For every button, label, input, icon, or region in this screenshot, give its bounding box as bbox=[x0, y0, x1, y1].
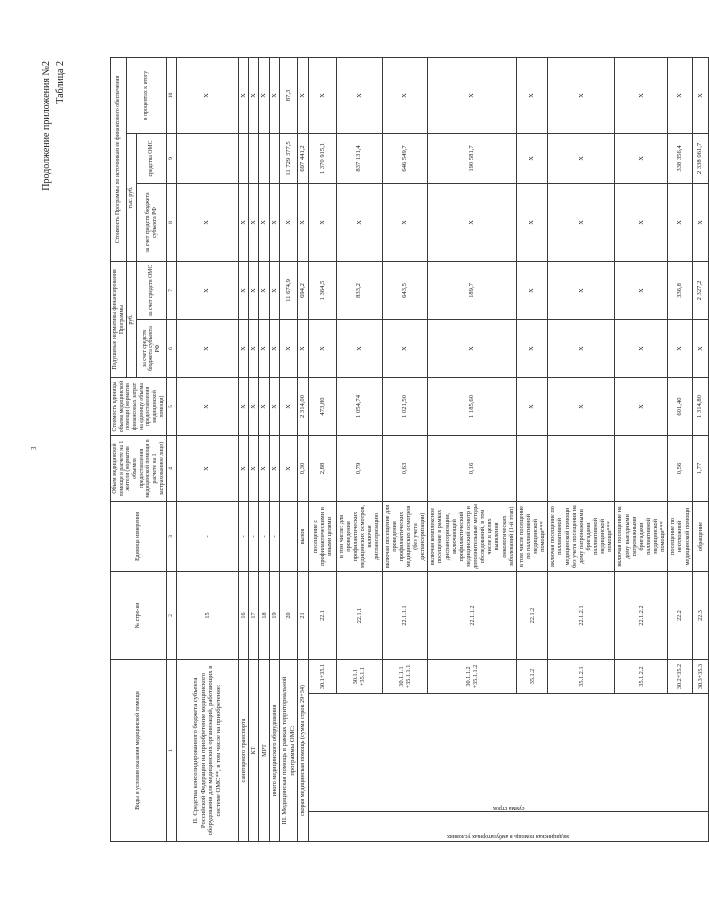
table-number: Таблица 2 bbox=[54, 61, 66, 104]
row-name: санитарного транспорта bbox=[238, 660, 248, 842]
row-line-no: 18 bbox=[259, 572, 269, 660]
row-cost-oms: Х bbox=[615, 133, 668, 183]
row-name: КТ bbox=[249, 660, 259, 842]
header-unit-cost: Стоимость единицы объема медицинской помощи (норматив финансовых затрат на единицу объема предоставления медицинской помощи) bbox=[111, 378, 167, 436]
row-cost-oms bbox=[269, 133, 279, 183]
row-percent: Х bbox=[298, 58, 309, 134]
row-cost-oms: 1 370 915,1 bbox=[308, 133, 336, 183]
row-volume: Х bbox=[249, 436, 259, 502]
row-unit-cost: Х bbox=[238, 378, 248, 436]
row-cost-oms: 837 131,4 bbox=[336, 133, 382, 183]
header-percent: в процентах к итогу bbox=[127, 58, 167, 134]
row-unit: в том числе посещение по паллиативной медицинской помощи*** bbox=[516, 502, 548, 572]
row-cost-budget: Х bbox=[238, 183, 248, 261]
row-cost-oms: 11 729 377,5 bbox=[280, 133, 298, 183]
table-row bbox=[308, 58, 336, 842]
row-percent: Х bbox=[269, 58, 279, 134]
program-cost-table bbox=[110, 57, 709, 842]
row-percent: Х bbox=[548, 58, 615, 134]
column-index: 9 bbox=[167, 133, 176, 183]
table-row bbox=[280, 58, 298, 842]
row-name: МРТ bbox=[259, 660, 269, 842]
row-cost-oms bbox=[259, 133, 269, 183]
row-cost-budget: Х bbox=[298, 183, 309, 261]
row-unit-cost: 1 185,60 bbox=[428, 378, 517, 436]
row-unit: включая посещение для проведения профилактических медицинских осмотров (без учета диспансеризации) bbox=[382, 502, 428, 572]
row-norm-oms: Х bbox=[176, 261, 238, 319]
row-norm-oms: 11 674,9 bbox=[280, 261, 298, 319]
row-unit-cost: Х bbox=[516, 378, 548, 436]
row-norm-budget: Х bbox=[259, 320, 269, 378]
page-number: 3 bbox=[30, 446, 38, 450]
row-line-no: 17 bbox=[249, 572, 259, 660]
row-unit-cost: Х bbox=[249, 378, 259, 436]
row-cost-oms: 646 549,7 bbox=[382, 133, 428, 183]
row-line-no: 22.1.1 bbox=[336, 572, 382, 660]
header-cost-budget: за счет средств бюджета субъекта РФ bbox=[137, 183, 167, 261]
header-per-capita bbox=[111, 261, 127, 377]
header-program-cost-title: Стоимость Программы по источникам ее финансового обеспечения bbox=[115, 75, 122, 244]
row-percent: Х bbox=[259, 58, 269, 134]
row-percent: Х bbox=[249, 58, 259, 134]
row-percent: 87,3 bbox=[280, 58, 298, 134]
row-line-no: 15 bbox=[176, 572, 238, 660]
row-cost-oms: Х bbox=[548, 133, 615, 183]
row-unit-cost: 1 054,74 bbox=[336, 378, 382, 436]
row-code: 35.1.2 bbox=[516, 660, 548, 694]
row-percent: Х bbox=[238, 58, 248, 134]
header-norm-oms: за счет средств ОМС bbox=[137, 261, 167, 319]
row-cost-budget: Х bbox=[668, 183, 692, 261]
column-index: 8 bbox=[167, 183, 176, 261]
appendix-continuation: Продолжение приложения №2 bbox=[41, 61, 52, 191]
row-cost-oms: 2 338 061,7 bbox=[692, 133, 708, 183]
row-cost-oms bbox=[176, 133, 238, 183]
row-cost-budget: Х bbox=[516, 183, 548, 261]
row-unit: включая посещение по паллиативной медицинской помощи без учета посещения на дому патронажными бригадами паллиативной медицинской помощи*** bbox=[548, 502, 615, 572]
table-row bbox=[298, 58, 309, 842]
row-norm-oms: Х bbox=[249, 261, 259, 319]
row-cost-oms: Х bbox=[516, 133, 548, 183]
table-row bbox=[249, 58, 259, 842]
row-norm-budget: Х bbox=[280, 320, 298, 378]
row-line-no: 21 bbox=[298, 572, 309, 660]
row-norm-budget: Х bbox=[382, 320, 428, 378]
row-norm-oms: 833,2 bbox=[336, 261, 382, 319]
row-norm-oms: 643,5 bbox=[382, 261, 428, 319]
table-row bbox=[259, 58, 269, 842]
row-volume: Х bbox=[176, 436, 238, 502]
row-code: 35.1.2.1 bbox=[548, 660, 615, 694]
row-line-no: 22.2 bbox=[668, 572, 692, 660]
sum-note-cell bbox=[308, 694, 708, 812]
header-program-cost bbox=[111, 58, 127, 262]
row-norm-budget: Х bbox=[249, 320, 259, 378]
table-row bbox=[269, 58, 279, 842]
table-row bbox=[176, 58, 238, 842]
row-volume: 0,56 bbox=[668, 436, 692, 502]
row-unit bbox=[280, 502, 298, 572]
row-cost-budget: Х bbox=[382, 183, 428, 261]
row-unit-cost: 473,80 bbox=[308, 378, 336, 436]
appendix-caption bbox=[40, 61, 67, 191]
row-line-no: 22.1.2.2 bbox=[615, 572, 668, 660]
column-index-row bbox=[167, 58, 176, 842]
row-norm-budget: Х bbox=[668, 320, 692, 378]
header-program-cost-unit: тыс. руб. bbox=[127, 133, 137, 261]
column-index: 7 bbox=[167, 261, 176, 319]
row-unit: включая посещение на дому выездными патронажными бригадами паллиативной медицинской помощи*** bbox=[615, 502, 668, 572]
row-norm-budget: Х bbox=[615, 320, 668, 378]
rotated-page-content bbox=[41, 57, 704, 842]
row-code: 30.1+35.1 bbox=[308, 660, 336, 694]
row-norm-oms: Х bbox=[548, 261, 615, 319]
header-volume: Объем медицинской помощи в расчете на 1 жителя (норматив объемов предоставления медицинской помощи в расчете на 1 застрахованное лицо) bbox=[111, 436, 167, 502]
row-unit: посещение с профилактическими и иными целями bbox=[308, 502, 336, 572]
row-cost-budget: Х bbox=[428, 183, 517, 261]
row-volume: 1,77 bbox=[692, 436, 708, 502]
row-cost-budget: Х bbox=[269, 183, 279, 261]
row-unit: включая комплексное посещение в рамках диспансеризации, включающей профилактический медицинский осмотр и дополнительные методы обследований, в том числе в целях выявления онкологических заболеваний (1-й этап) bbox=[428, 502, 517, 572]
row-norm-budget: Х bbox=[336, 320, 382, 378]
row-name: II. Средства консолидированного бюджета субъекта Российской Федерации на приобретение медицинского оборудования для медицинских организаций, работающих в системе ОМС**, в том числе на приобретение: bbox=[176, 660, 238, 842]
row-percent: Х bbox=[382, 58, 428, 134]
row-norm-oms: 2 327,2 bbox=[692, 261, 708, 319]
row-norm-budget: Х bbox=[176, 320, 238, 378]
row-norm-oms: Х bbox=[238, 261, 248, 319]
header-kinds: Виды и условия оказания медицинской помощи bbox=[111, 660, 167, 842]
row-name: скорая медицинская помощь (сумма строк 29+34) bbox=[298, 660, 309, 842]
row-volume: Х bbox=[280, 436, 298, 502]
row-cost-budget: Х bbox=[336, 183, 382, 261]
header-per-capita-title: Подушевые нормативы финансирования Программы bbox=[112, 269, 125, 370]
row-code: 30.3+35.3 bbox=[692, 660, 708, 694]
column-index: 6 bbox=[167, 320, 176, 378]
row-unit-cost: 1 314,80 bbox=[692, 378, 708, 436]
row-cost-budget: Х bbox=[615, 183, 668, 261]
row-norm-oms: 694,2 bbox=[298, 261, 309, 319]
row-cost-oms bbox=[238, 133, 248, 183]
row-volume: Х bbox=[269, 436, 279, 502]
row-unit: - bbox=[259, 502, 269, 572]
row-name: III. Медицинская помощь в рамках территориальной программы ОМС: bbox=[280, 660, 298, 842]
row-cost-budget: Х bbox=[308, 183, 336, 261]
row-unit-cost: 601,40 bbox=[668, 378, 692, 436]
row-unit: обращение bbox=[692, 502, 708, 572]
row-line-no: 22.1 bbox=[308, 572, 336, 660]
ambulatory-group-label: медицинская помощь в амбулаторных условиях bbox=[447, 833, 570, 839]
row-unit: - bbox=[176, 502, 238, 572]
row-norm-budget: Х bbox=[269, 320, 279, 378]
row-percent: Х bbox=[516, 58, 548, 134]
row-percent: Х bbox=[176, 58, 238, 134]
row-cost-oms: 338 356,4 bbox=[668, 133, 692, 183]
row-code: 30.2+35.2 bbox=[668, 660, 692, 694]
row-line-no: 22.3 bbox=[692, 572, 708, 660]
column-index: 2 bbox=[167, 572, 176, 660]
row-percent: Х bbox=[668, 58, 692, 134]
row-volume: 0,63 bbox=[382, 436, 428, 502]
row-unit: - bbox=[269, 502, 279, 572]
row-code: 30.1.1.1 +35.1.1.1 bbox=[382, 660, 428, 694]
row-unit-cost: Х bbox=[259, 378, 269, 436]
row-cost-budget: Х bbox=[548, 183, 615, 261]
row-cost-budget: Х bbox=[280, 183, 298, 261]
row-cost-budget: Х bbox=[259, 183, 269, 261]
row-norm-oms: 336,8 bbox=[668, 261, 692, 319]
row-cost-oms: 697 441,2 bbox=[298, 133, 309, 183]
header-per-capita-unit: руб. bbox=[127, 261, 137, 377]
row-line-no: 16 bbox=[238, 572, 248, 660]
column-index: 4 bbox=[167, 436, 176, 502]
row-norm-oms: Х bbox=[259, 261, 269, 319]
row-code: 30.1.1.2 +35.1.1.2 bbox=[428, 660, 517, 694]
row-volume bbox=[548, 436, 615, 502]
row-volume bbox=[615, 436, 668, 502]
row-norm-oms: Х bbox=[516, 261, 548, 319]
row-volume bbox=[516, 436, 548, 502]
row-percent: Х bbox=[308, 58, 336, 134]
row-line-no: 22.1.1.2 bbox=[428, 572, 517, 660]
row-percent: Х bbox=[692, 58, 708, 134]
row-norm-oms: Х bbox=[269, 261, 279, 319]
row-unit: - bbox=[238, 502, 248, 572]
header-cost-oms: средства ОМС bbox=[137, 133, 167, 183]
sum-note-label: сумма строк bbox=[492, 805, 525, 811]
row-code: 35.1.2.2 bbox=[615, 660, 668, 694]
row-norm-budget: Х bbox=[298, 320, 309, 378]
row-line-no: 22.1.2.1 bbox=[548, 572, 615, 660]
row-line-no: 22.1.2 bbox=[516, 572, 548, 660]
row-unit-cost: Х bbox=[548, 378, 615, 436]
row-volume: Х bbox=[238, 436, 248, 502]
row-unit: - bbox=[249, 502, 259, 572]
row-norm-oms: Х bbox=[615, 261, 668, 319]
row-line-no: 22.1.1.1 bbox=[382, 572, 428, 660]
column-index: 1 bbox=[167, 660, 176, 842]
row-volume: 2,88 bbox=[308, 436, 336, 502]
column-index: 3 bbox=[167, 502, 176, 572]
row-cost-budget: Х bbox=[692, 183, 708, 261]
row-volume: 0,16 bbox=[428, 436, 517, 502]
header-line-no: № стро-ки bbox=[111, 572, 167, 660]
row-norm-budget: Х bbox=[692, 320, 708, 378]
row-unit-cost: Х bbox=[615, 378, 668, 436]
header-norm-budget: за счет средств бюджета субъекта РФ bbox=[137, 320, 167, 378]
row-unit: в том числе: для проведения профилактических медицинских осмотров, включая диспансеризацию bbox=[336, 502, 382, 572]
row-percent: Х bbox=[615, 58, 668, 134]
row-unit: вызов bbox=[298, 502, 309, 572]
column-index: 10 bbox=[167, 58, 176, 134]
row-volume: 0,30 bbox=[298, 436, 309, 502]
column-index: 5 bbox=[167, 378, 176, 436]
row-cost-oms bbox=[249, 133, 259, 183]
row-norm-oms: 1 364,5 bbox=[308, 261, 336, 319]
row-norm-budget: Х bbox=[548, 320, 615, 378]
row-norm-budget: Х bbox=[428, 320, 517, 378]
row-cost-budget: Х bbox=[176, 183, 238, 261]
row-unit-cost: 1 021,50 bbox=[382, 378, 428, 436]
row-percent: Х bbox=[336, 58, 382, 134]
header-row-groups bbox=[111, 58, 127, 842]
row-volume: 0,79 bbox=[336, 436, 382, 502]
row-norm-budget: Х bbox=[308, 320, 336, 378]
row-norm-oms: 189,7 bbox=[428, 261, 517, 319]
row-unit-cost: Х bbox=[280, 378, 298, 436]
ambulatory-group-cell bbox=[308, 812, 708, 842]
row-cost-budget: Х bbox=[249, 183, 259, 261]
row-line-no: 19 bbox=[269, 572, 279, 660]
row-volume: Х bbox=[259, 436, 269, 502]
row-norm-budget: Х bbox=[516, 320, 548, 378]
row-unit: посещение по неотложной медицинской помощи bbox=[668, 502, 692, 572]
row-cost-oms: 190 581,7 bbox=[428, 133, 517, 183]
row-unit-cost: 2 314,00 bbox=[298, 378, 309, 436]
header-unit: Единица измерения bbox=[111, 502, 167, 572]
row-line-no: 20 bbox=[280, 572, 298, 660]
row-unit-cost: Х bbox=[176, 378, 238, 436]
row-unit-cost: Х bbox=[269, 378, 279, 436]
row-name: иного медицинского оборудования bbox=[269, 660, 279, 842]
row-percent: Х bbox=[428, 58, 517, 134]
row-norm-budget: Х bbox=[238, 320, 248, 378]
table-row bbox=[238, 58, 248, 842]
row-code: 30.1.1 +35.1.1 bbox=[336, 660, 382, 694]
